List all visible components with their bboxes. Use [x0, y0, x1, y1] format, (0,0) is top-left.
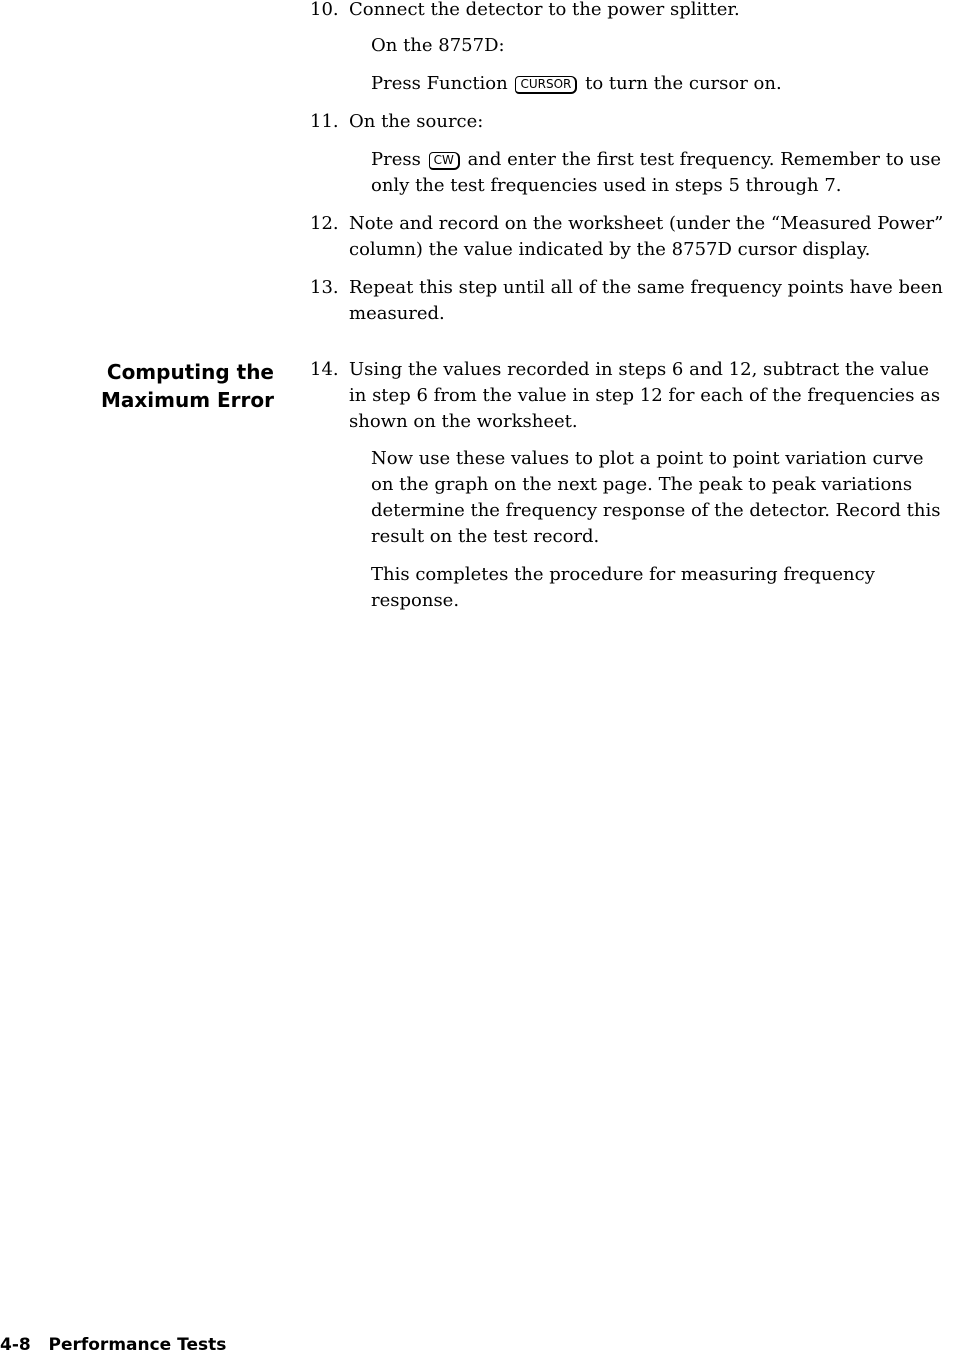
step-text-line: Repeat this step until all of the same frequency points have been	[349, 277, 943, 298]
step-11	[310, 109, 970, 135]
section-heading	[101, 358, 274, 414]
para-line: Now use these values to plot a point to point variation curve	[371, 448, 924, 469]
page-number: 4-8	[0, 1335, 31, 1355]
step-text: Connect the detector to the power splitter.	[349, 0, 740, 20]
step-11-cw-line	[371, 147, 973, 173]
step-text-line: Note and record on the worksheet (under the “Measured Power”	[349, 213, 944, 234]
para-text: to turn the cursor on.	[585, 73, 782, 94]
para-text: Press Function	[371, 73, 508, 94]
step-number: 14.	[310, 359, 339, 380]
para-line: determine the frequency response of the detector. Record this	[371, 500, 941, 521]
step-text-line: shown on the worksheet.	[349, 411, 578, 432]
step-text: On the source:	[349, 111, 484, 132]
step-11-cw-line-2	[371, 173, 973, 199]
step-10-cursor-line	[371, 71, 973, 97]
step-text-line: measured.	[349, 303, 445, 324]
para-line: result on the test record.	[371, 526, 600, 547]
para-text: Press	[371, 149, 421, 170]
chapter-title: Performance Tests	[48, 1335, 227, 1355]
cw-key: CW	[429, 152, 460, 170]
step-14	[310, 357, 970, 435]
step-12	[310, 211, 970, 263]
page-footer	[0, 1335, 226, 1355]
step-text-line: column) the value indicated by the 8757D cursor display.	[349, 239, 871, 260]
para-text: and enter the first test frequency. Remember to use	[467, 149, 942, 170]
step-14-plot-paragraph	[371, 446, 973, 550]
step-10	[310, 0, 970, 23]
cursor-key: CURSOR	[515, 76, 577, 94]
para-line: response.	[371, 590, 460, 611]
step-number: 13.	[310, 277, 339, 298]
step-number: 10.	[310, 0, 339, 20]
section-heading-line: Maximum Error	[100, 388, 274, 412]
step-number: 11.	[310, 111, 339, 132]
section-heading-line: Computing the	[106, 360, 274, 384]
step-10-instrument-line	[371, 33, 973, 59]
step-13	[310, 275, 970, 327]
para-line: on the graph on the next page. The peak to peak variations	[371, 474, 913, 495]
para-text: On the 8757D:	[371, 35, 505, 56]
para-text: only the test frequencies used in steps 5 through 7.	[371, 175, 842, 196]
step-14-closing-paragraph	[371, 562, 973, 614]
para-line: This completes the procedure for measuring frequency	[371, 564, 875, 585]
step-text-line: in step 6 from the value in step 12 for each of the frequencies as	[349, 385, 941, 406]
step-text-line: Using the values recorded in steps 6 and 12, subtract the value	[349, 359, 930, 380]
step-number: 12.	[310, 213, 339, 234]
